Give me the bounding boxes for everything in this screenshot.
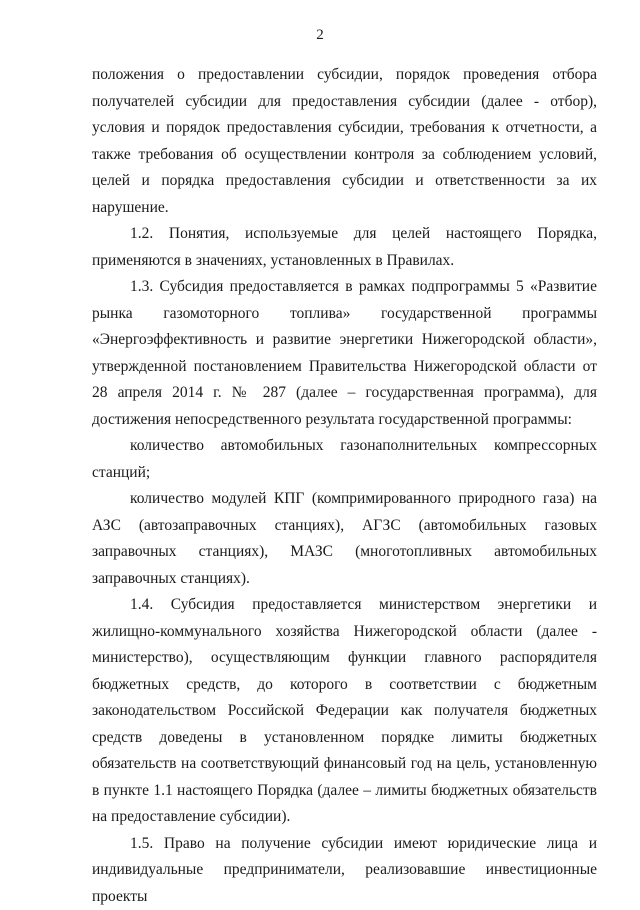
paragraph-1-5: 1.5. Право на получение субсидии имеют юридические лица и индивидуальные предприниматели, реализовавшие инвестиционные проекты	[92, 831, 597, 910]
document-body	[92, 62, 597, 910]
page-number: 2	[0, 26, 640, 44]
paragraph-result-modules: количество модулей КПГ (компримированного природного газа) на АЗС (автозаправочных станциях), АГЗС (автомобильных газовых заправочных станциях), МАЗС (многотопливных автомобильных заправочных станциях).	[92, 486, 597, 592]
paragraph-continuation: положения о предоставлении субсидии, порядок проведения отбора получателей субсидии для предоставления субсидии (далее - отбор), условия и порядок предоставления субсидии, требования к отчетности, а также требования об осуществлении контроля за соблюдением условий, целей и порядка предоставления субсидии и ответственности за их нарушение.	[92, 62, 597, 221]
paragraph-1-4: 1.4. Субсидия предоставляется министерством энергетики и жилищно-коммунального хозяйства Нижегородской области (далее - министерство), осуществляющим функции главного распорядителя бюджетных средств, до которого в соответствии с бюджетным законодательством Российской Федерации как получателя бюджетных средств доведены в установленном порядке лимиты бюджетных обязательств на соответствующий финансовый год на цель, установленную в пункте 1.1 настоящего Порядка (далее – лимиты бюджетных обязательств на предоставление субсидии).	[92, 592, 597, 831]
paragraph-1-2: 1.2. Понятия, используемые для целей настоящего Порядка, применяются в значениях, установленных в Правилах.	[92, 221, 597, 274]
paragraph-1-3: 1.3. Субсидия предоставляется в рамках подпрограммы 5 «Развитие рынка газомоторного топлива» государственной программы «Энергоэффективность и развитие энергетики Нижегородской области», утвержденной постановлением Правительства Нижегородской области от 28 апреля 2014 г. № 287 (далее – государственная программа), для достижения непосредственного результата государственной программы:	[92, 274, 597, 433]
paragraph-result-stations: количество автомобильных газонаполнительных компрессорных станций;	[92, 433, 597, 486]
